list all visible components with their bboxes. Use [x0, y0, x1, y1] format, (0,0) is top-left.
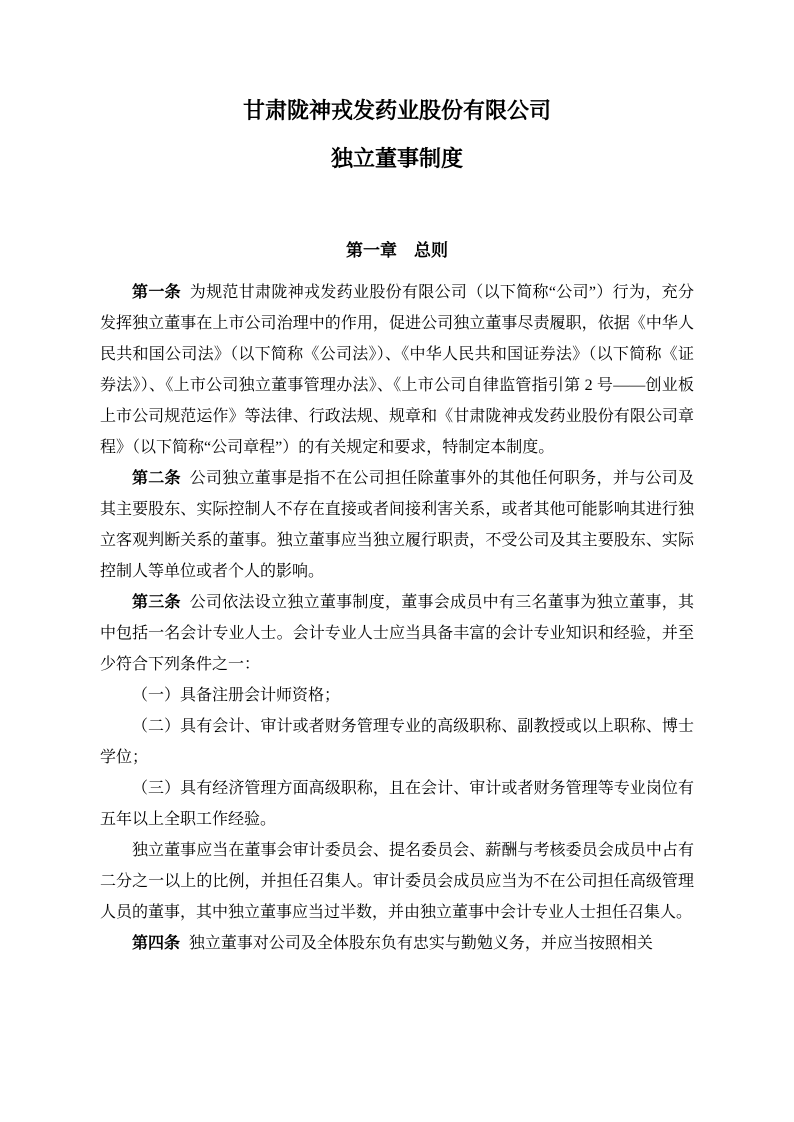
- article-label: 第四条: [132, 935, 181, 952]
- paragraph-text: 公司独立董事是指不在公司担任除董事外的其他任何职务，并与公司及其主要股东、实际控制人不存在直接或者间接利害关系，或者其他可能影响其进行独立客观判断关系的董事。独立董事应当独立履行职责，不受公司及其主要股东、实际控制人等单位或者个人的影响。: [100, 470, 694, 580]
- paragraph-article-3: [100, 587, 694, 680]
- document-content: [0, 95, 794, 959]
- chapter-heading: 第一章 总则: [346, 241, 448, 260]
- paragraph-item-1: [100, 680, 694, 711]
- article-label: 第二条: [132, 470, 181, 487]
- article-label: 第三条: [132, 594, 181, 611]
- paragraph-text: 独立董事对公司及全体股东负有忠实与勤勉义务，并应当按照相关: [188, 935, 653, 952]
- paragraph-text: （三）具有经济管理方面高级职称，且在会计、审计或者财务管理等专业岗位有五年以上全职工作经验。: [100, 780, 694, 828]
- paragraph-text: （二）具有会计、审计或者财务管理专业的高级职称、副教授或以上职称、博士学位；: [100, 718, 694, 766]
- paragraph-article-1: [100, 277, 694, 463]
- document-subtitle: 独立董事制度: [330, 146, 463, 171]
- document-body: [100, 277, 694, 959]
- paragraph-item-3: [100, 773, 694, 835]
- paragraph-article-4: [100, 928, 694, 959]
- paragraph-committee: [100, 835, 694, 928]
- paragraph-text: 独立董事应当在董事会审计委员会、提名委员会、薪酬与考核委员会成员中占有二分之一以上的比例，并担任召集人。审计委员会成员应当为不在公司担任高级管理人员的董事，其中独立董事应当过半数，并由独立董事中会计专业人士担任召集人。: [100, 842, 694, 921]
- paragraph-text: 为规范甘肃陇神戎发药业股份有限公司（以下简称“公司”）行为，充分发挥独立董事在上市公司治理中的作用，促进公司独立董事尽责履职，依据《中华人民共和国公司法》（以下简称《公司法》）、《中华人民共和国证券法》（以下简称《证券法》）、《上市公司独立董事管理办法》、《上市公司自律监管指引第 2 号——创业板上市公司规范运作》等法律、行政法规、规章和《甘肃陇神戎发药业股份有限公司章程》（以下简称“公司章程”）的有关规定和要求，特制定本制度。: [100, 284, 694, 456]
- paragraph-item-2: [100, 711, 694, 773]
- paragraph-article-2: [100, 463, 694, 587]
- article-label: 第一条: [132, 284, 181, 301]
- paragraph-text: （一）具备注册会计师资格；: [132, 687, 341, 704]
- document-title: 甘肃陇神戎发药业股份有限公司: [242, 98, 551, 123]
- paragraph-text: 公司依法设立独立董事制度，董事会成员中有三名董事为独立董事，其中包括一名会计专业人士。会计专业人士应当具备丰富的会计专业知识和经验，并至少符合下列条件之一：: [100, 594, 694, 673]
